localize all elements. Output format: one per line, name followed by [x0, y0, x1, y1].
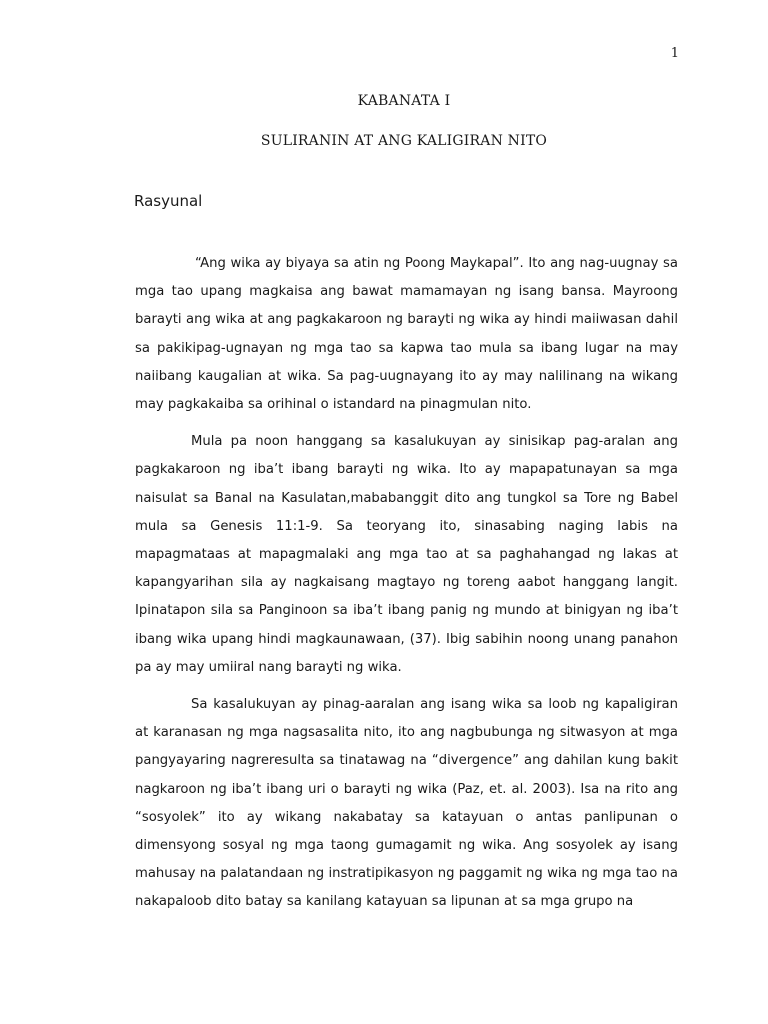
page-number: 1: [670, 46, 679, 61]
paragraph-1: “Ang wika ay biyaya sa atin ng Poong Maykapal”. Ito ang nag-uugnay sa mga tao upang magkaisa ang bawat mamamayan ng isang bansa. Mayroong barayti ang wika at ang pagkakaroon ng barayti ng wika ay hindi maiiwasan dahil sa pakikipag-ugnayan ng mga tao sa kapwa tao mula sa ibang lugar na may naiibang kaugalian at wika. Sa pag-uugnayang ito ay may nalilinang na wikang may pagkakaiba sa orihinal o istandard na pinagmulan nito.: [135, 256, 678, 413]
paragraph-3: Sa kasalukuyan ay pinag-aaralan ang isang wika sa loob ng kapaligiran at karanasan ng mga nagsasalita nito, ito ang nagbubunga ng sitwasyon at mga pangyayaring nagreresulta sa tinatawag na “divergence” ang dahilan kung bakit nagkaroon ng iba’t ibang uri o barayti ng wika (Paz, et. al. 2003). Isa na rito ang “sosyolek” ito ay wikang nakabatay sa katayuan o antas panlipunan o dimensyong sosyal ng mga taong gumagamit ng wika. Ang sosyolek ay isang mahusay na palatandaan ng instratipikasyon ng paggamit ng wika ng mga tao na nakapaloob dito batay sa kanilang katayuan sa lipunan at sa mga grupo na: [135, 697, 678, 910]
paragraph-2: Mula pa noon hanggang sa kasalukuyan ay sinisikap pag-aralan ang pagkakaroon ng iba’t ibang barayti ng wika. Ito ay mapapatunayan sa mga naisulat sa Banal na Kasulatan,mababanggit dito ang tungkol sa Tore ng Babel mula sa Genesis 11:1-9. Sa teoryang ito, sinasabing naging labis na mapagmataas at mapagmalaki ang mga tao at sa paghahangad ng lakas at kapangyarihan sila ay nagkaisang magtayo ng toreng aabot hanggang langit. Ipinatapon sila sa Panginoon sa iba’t ibang panig ng mundo at binigyan ng iba’t ibang wika upang hindi magkaunawaan, (37). Ibig sabihin noong unang panahon pa ay may umiiral nang barayti ng wika.: [135, 434, 678, 675]
body-text: [135, 250, 678, 926]
section-heading: Rasyunal: [134, 192, 203, 210]
chapter-label: KABANATA I: [357, 93, 451, 109]
chapter-title: SULIRANIN AT ANG KALIGIRAN NITO: [260, 133, 548, 149]
